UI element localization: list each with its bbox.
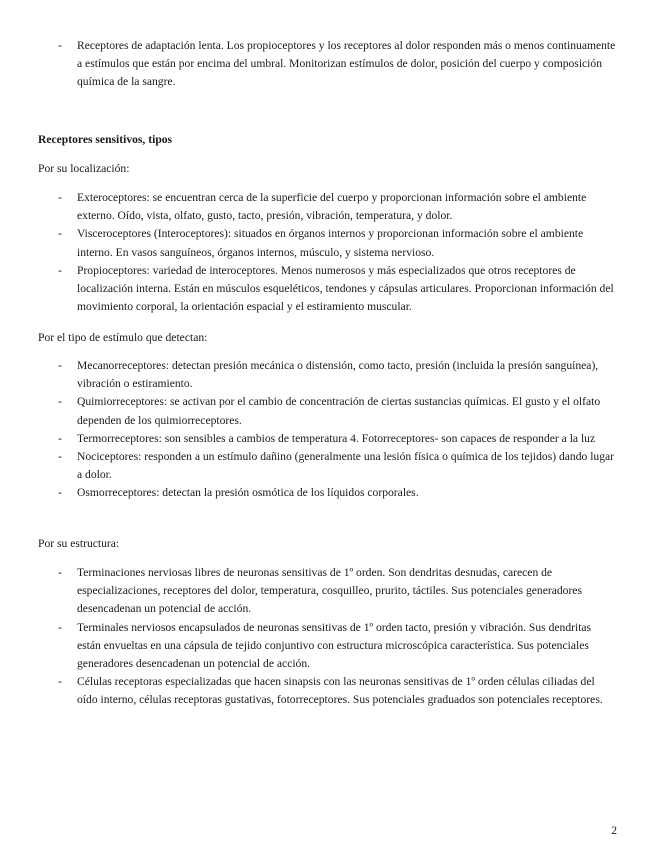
group-label-localizacion: Por su localización: xyxy=(38,162,130,175)
list-item-text: Mecanorreceptores: detectan presión mecánica o distensión, como tacto, presión (incluida la presión sanguínea), vibración o estiramiento. xyxy=(77,359,599,391)
list-item-text: Exteroceptores: se encuentran cerca de la superficie del cuerpo y proporcionan información sobre el ambiente externo. Oído, vista, olfato, gusto, tacto, presión, vibración, temperatura, y dolor. xyxy=(77,191,587,223)
list-item xyxy=(0,37,655,92)
list-item-text: Terminaciones nerviosas libres de neuronas sensitivas de 1º orden. Son dendritas desnudas, carecen de especializaciones, receptores del dolor, temperatura, cosquilleo, prurito, táctiles. Sus potenciales generadores desencadenan un potencial de acción. xyxy=(77,566,582,616)
list-item xyxy=(0,393,655,429)
bullet-dash: - xyxy=(58,450,62,464)
bullet-dash: - xyxy=(58,620,62,634)
list-item-text: Propioceptores: variedad de interoceptores. Menos numerosos y más especializados que otros receptores de localización interna. Están en músculos esqueléticos, tendones y cápsulas articulares. Proporcionan información del movimiento corporal, la orientación espacial y el estiramiento muscular. xyxy=(77,263,614,314)
list-item xyxy=(0,484,655,502)
bullet-dash: - xyxy=(58,39,62,52)
intro-list-block xyxy=(0,37,655,92)
list-item xyxy=(0,262,655,317)
bullet-dash: - xyxy=(58,191,62,204)
list-item xyxy=(0,673,655,709)
list-item xyxy=(0,225,655,261)
bullet-dash: - xyxy=(58,566,62,579)
bullet-dash: - xyxy=(58,359,62,372)
list-item xyxy=(0,189,655,225)
list-item xyxy=(0,430,655,448)
group-list-estimulo xyxy=(0,357,655,503)
list-item-text: Visceroceptores (Interoceptores): situados en órganos internos y proporcionan información sobre el ambiente interno. En vasos sanguíneos, órganos internos, músculo, y sistema nervioso. xyxy=(77,227,584,259)
bullet-dash: - xyxy=(58,263,62,277)
list-item-text: Osmorreceptores: detectan la presión osmótica de los líquidos corporales. xyxy=(77,486,419,500)
group-label-estimulo: Por el tipo de estímulo que detectan: xyxy=(38,331,208,344)
bullet-dash: - xyxy=(58,227,62,241)
bullet-dash: - xyxy=(58,675,62,689)
list-item-text: Termorreceptores: son sensibles a cambios de temperatura 4. Fotorreceptores- son capaces de responder a la luz xyxy=(77,431,596,445)
bullet-dash: - xyxy=(58,431,62,445)
list-item-text: Terminales nerviosos encapsulados de neuronas sensitivas de 1º orden tacto, presión y vibración. Sus dendritas están envueltas en una cápsula de tejido conjuntivo con estructura microscópica característica. Sus potenciales generadores desencadenan un potencial de acción. xyxy=(77,620,592,671)
list-item-text: Quimiorreceptores: se activan por el cambio de concentración de ciertas sustancias químicas. El gusto y el olfato dependen de los quimiorreceptores. xyxy=(77,395,601,427)
group-list-block-estructura xyxy=(0,564,655,710)
section-heading: Receptores sensitivos, tipos xyxy=(38,133,173,146)
group-label-estructura: Por su estructura: xyxy=(38,537,120,550)
intro-list xyxy=(0,37,655,92)
list-item-text: Nociceptores: responden a un estímulo dañino (generalmente una lesión física o química de los tejidos) dando lugar a dolor. xyxy=(77,450,615,482)
list-item-text: Receptores de adaptación lenta. Los propioceptores y los receptores al dolor responden más o menos continuamente a estímulos que están por encima del umbral. Monitorizan estímulos de dolor, posición del cuerpo y composición química de la sangre. xyxy=(77,39,616,89)
list-item xyxy=(0,564,655,619)
group-list-block-localizacion xyxy=(0,189,655,316)
page-number: 2 xyxy=(611,824,617,837)
list-item-text: Células receptoras especializadas que hacen sinapsis con las neuronas sensitivas de 1º orden células ciliadas del oído interno, células receptoras gustativas, fotorreceptores. Sus potenciales graduados son potenciales receptores. xyxy=(77,675,603,707)
group-list-block-estimulo xyxy=(0,357,655,503)
list-item xyxy=(0,357,655,393)
group-list-localizacion xyxy=(0,189,655,316)
list-item xyxy=(0,619,655,674)
list-item xyxy=(0,448,655,484)
bullet-dash: - xyxy=(58,395,62,409)
group-list-estructura xyxy=(0,564,655,710)
bullet-dash: - xyxy=(58,486,62,500)
